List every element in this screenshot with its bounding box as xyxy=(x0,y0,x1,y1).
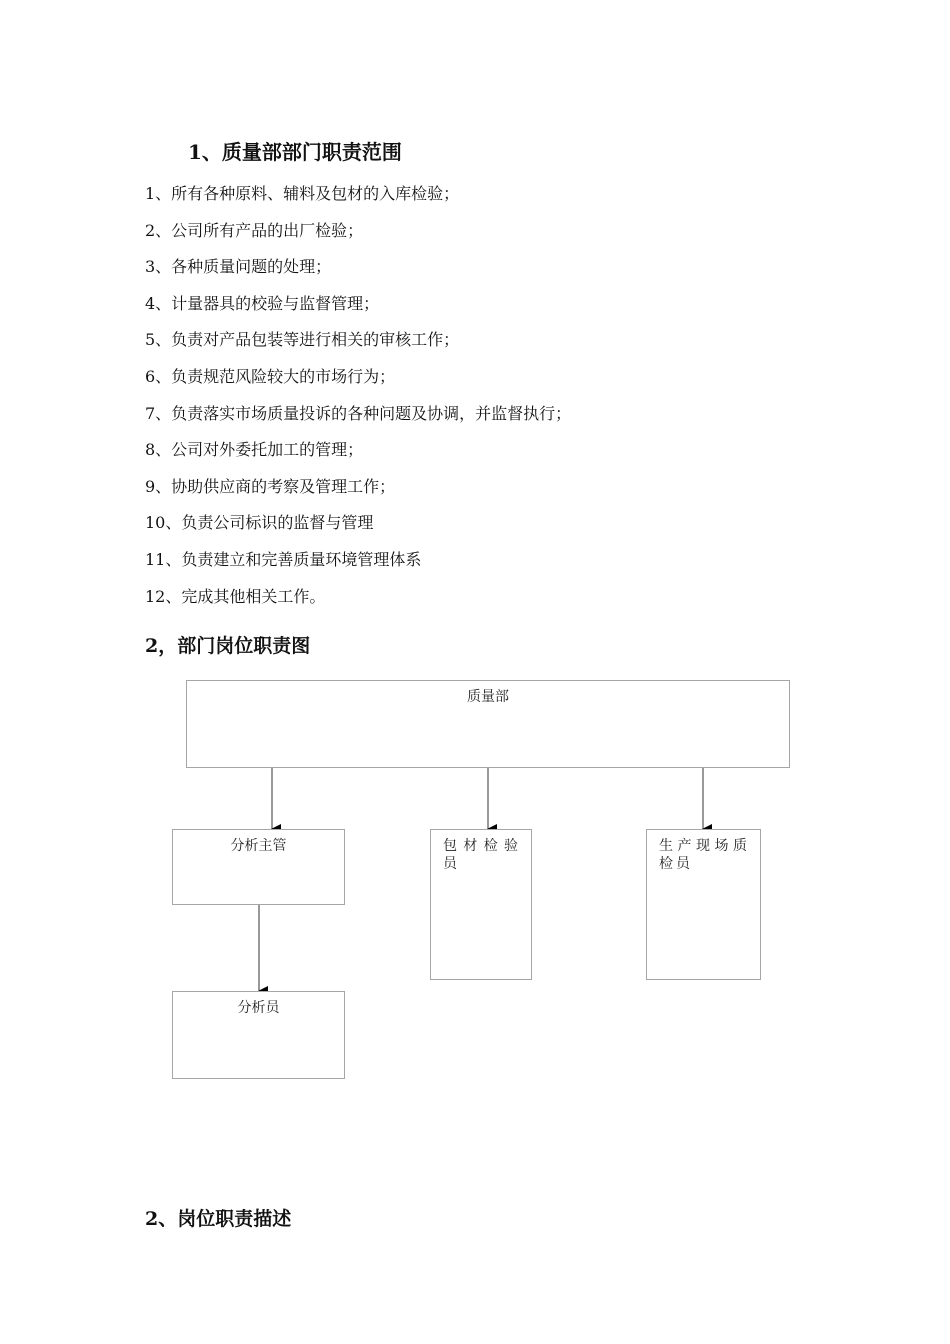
list-item: 12、完成其他相关工作。 xyxy=(145,586,326,606)
list-item: 10、负责公司标识的监督与管理 xyxy=(145,513,374,533)
list-item: 11、负责建立和完善质量环境管理体系 xyxy=(145,549,422,569)
org-box-label: 分析主管 xyxy=(230,838,287,854)
list-item: 3、各种质量问题的处理； xyxy=(145,257,332,277)
list-item: 1、所有各种原料、辅料及包材的入库检验； xyxy=(145,184,460,203)
section1-title: 1、质量部部门职责范围 xyxy=(188,140,402,164)
list-item: 4、计量器具的校验与监督管理； xyxy=(145,293,380,313)
list-item: 8、公司对外委托加工的管理； xyxy=(145,440,364,460)
org-box-production-inspector xyxy=(646,829,761,980)
org-box-packaging-inspector xyxy=(430,829,532,980)
org-box-label: 分析员 xyxy=(237,1000,280,1016)
org-box-label: 质量部 xyxy=(467,689,509,705)
org-box-label: 包材检验员 xyxy=(443,838,521,872)
list-item: 9、协助供应商的考察及管理工作； xyxy=(145,476,396,496)
org-box-label: 生产现场质检员 xyxy=(659,838,750,872)
list-item: 7、负责落实市场质量投诉的各种问题及协调，并监督执行； xyxy=(145,403,572,423)
org-box-root xyxy=(186,680,790,768)
section2-title: 2，部门岗位职责图 xyxy=(145,635,311,657)
org-box-analysis-supervisor xyxy=(172,829,345,905)
list-item: 5、负责对产品包装等进行相关的审核工作； xyxy=(145,330,460,350)
list-item: 6、负责规范风险较大的市场行为； xyxy=(145,366,396,386)
org-box-analyst xyxy=(172,991,345,1079)
list-item: 2、公司所有产品的出厂检验； xyxy=(145,220,364,240)
section3-title: 2、岗位职责描述 xyxy=(145,1208,292,1230)
